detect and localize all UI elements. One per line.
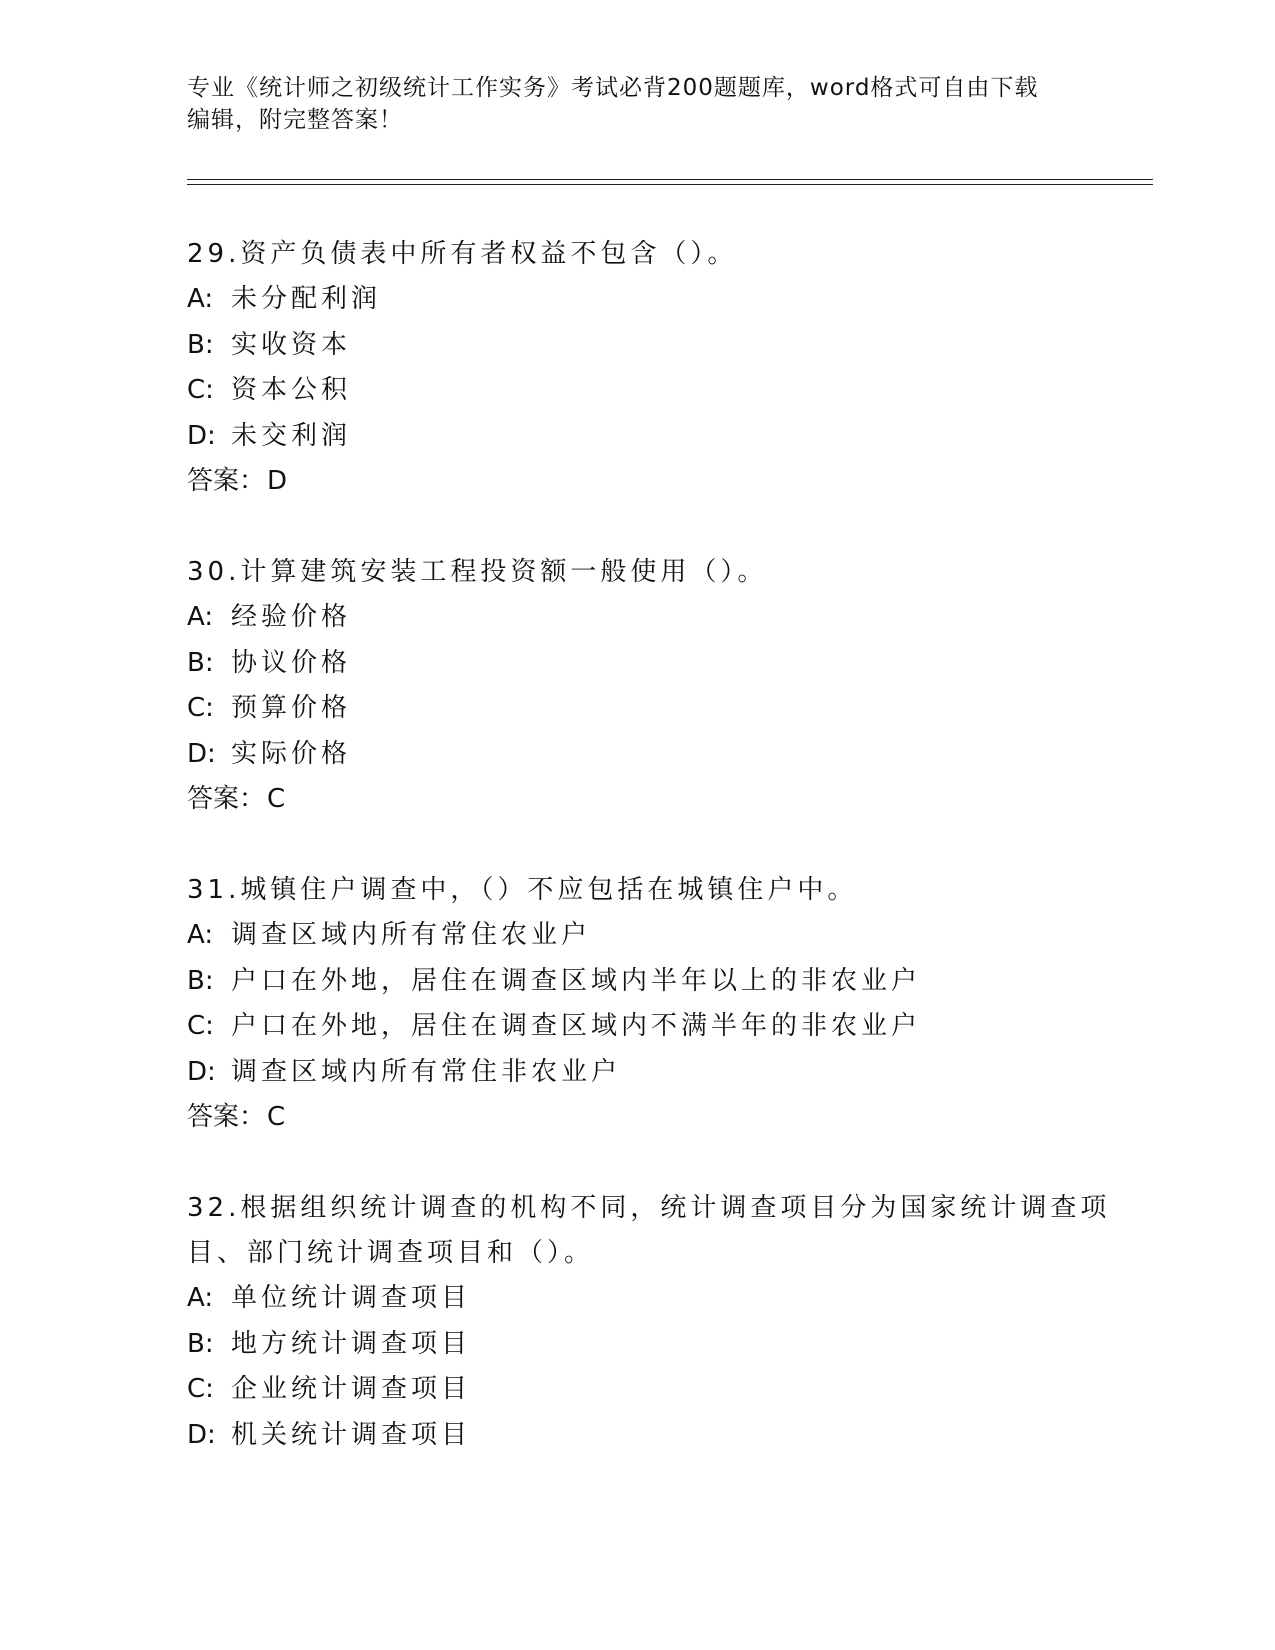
option-text: 机关统计调查项目: [231, 1419, 472, 1450]
option-a: [187, 1276, 1087, 1322]
option-text: 协议价格: [231, 647, 352, 678]
option-letter: B:: [187, 329, 214, 360]
option-letter: B:: [187, 647, 214, 678]
option-c: [187, 1004, 1087, 1050]
option-b: [187, 1322, 1087, 1368]
option-d: [187, 732, 1087, 778]
option-letter: A:: [187, 920, 214, 950]
option-letter: A:: [187, 284, 214, 314]
option-b: [187, 641, 1087, 687]
header-divider-bottom: [187, 184, 1153, 185]
question-number: 31.: [187, 875, 241, 905]
question-number: 30.: [187, 557, 241, 587]
document-header: [187, 72, 1087, 136]
option-text: 单位统计调查项目: [231, 1283, 472, 1313]
question-text: 31.城镇住户调查中，（）不应包括在城镇住户中。: [187, 875, 858, 905]
option-letter: D:: [187, 738, 216, 769]
option-a: [187, 913, 1087, 959]
option-d: [187, 1050, 1087, 1096]
option-letter: C:: [187, 1011, 214, 1041]
answer-label: 答案：: [187, 784, 266, 814]
answer-line: [187, 459, 1087, 504]
question-text: 29.资产负债表中所有者权益不包含（）。: [187, 239, 738, 269]
answer-label: 答案：: [187, 1102, 266, 1132]
option-text: 户口在外地，居住在调查区域内半年以上的非农业户: [231, 965, 922, 996]
answer-label: 答案：: [187, 466, 266, 496]
header-line-1: 专业《统计师之初级统计工作实务》考试必背200题题库，word格式可自由下载: [187, 75, 1039, 101]
question-29: [187, 232, 1087, 504]
option-text: 未交利润: [231, 420, 352, 451]
option-c: [187, 1367, 1087, 1413]
option-c: [187, 368, 1087, 414]
question-31: [187, 868, 1087, 1140]
option-letter: C:: [187, 693, 214, 723]
option-letter: D:: [187, 420, 216, 451]
header-line-2: 编辑，附完整答案！: [187, 107, 403, 133]
option-letter: C:: [187, 375, 214, 405]
option-text: 地方统计调查项目: [231, 1328, 472, 1359]
question-text: 32.根据组织统计调查的机构不同，统计调查项目分为国家统计调查项: [187, 1193, 1111, 1223]
option-text: 实际价格: [231, 738, 352, 769]
option-letter: C:: [187, 1374, 214, 1404]
option-letter: B:: [187, 965, 214, 996]
option-letter: D:: [187, 1419, 216, 1450]
header-divider-top: [187, 179, 1153, 180]
option-a: [187, 277, 1087, 323]
option-b: [187, 323, 1087, 369]
option-text: 调查区域内所有常住农业户: [231, 920, 592, 950]
option-text: 户口在外地，居住在调查区域内不满半年的非农业户: [231, 1011, 922, 1041]
option-c: [187, 686, 1087, 732]
answer-value: C: [267, 1102, 286, 1132]
option-text: 未分配利润: [231, 284, 382, 314]
answer-line: [187, 1095, 1087, 1140]
answer-line: [187, 777, 1087, 822]
option-b: [187, 959, 1087, 1005]
option-letter: D:: [187, 1056, 216, 1087]
question-text-continued: 目、部门统计调查项目和（）。: [187, 1238, 595, 1268]
option-d: [187, 1413, 1087, 1459]
option-text: 资本公积: [231, 375, 352, 405]
question-number: 32.: [187, 1193, 241, 1223]
question-text: 30.计算建筑安装工程投资额一般使用（）。: [187, 557, 768, 587]
option-text: 预算价格: [231, 693, 352, 723]
question-32: [187, 1186, 1111, 1458]
option-a: [187, 595, 1087, 641]
option-text: 经验价格: [231, 602, 352, 632]
question-30: [187, 550, 1087, 822]
option-letter: B:: [187, 1328, 214, 1359]
answer-value: C: [267, 784, 286, 814]
option-letter: A:: [187, 1283, 214, 1313]
option-text: 实收资本: [231, 329, 352, 360]
answer-value: D: [267, 466, 288, 496]
option-text: 调查区域内所有常住非农业户: [231, 1056, 622, 1087]
option-d: [187, 414, 1087, 460]
option-text: 企业统计调查项目: [231, 1374, 472, 1404]
option-letter: A:: [187, 602, 214, 632]
question-number: 29.: [187, 239, 241, 269]
